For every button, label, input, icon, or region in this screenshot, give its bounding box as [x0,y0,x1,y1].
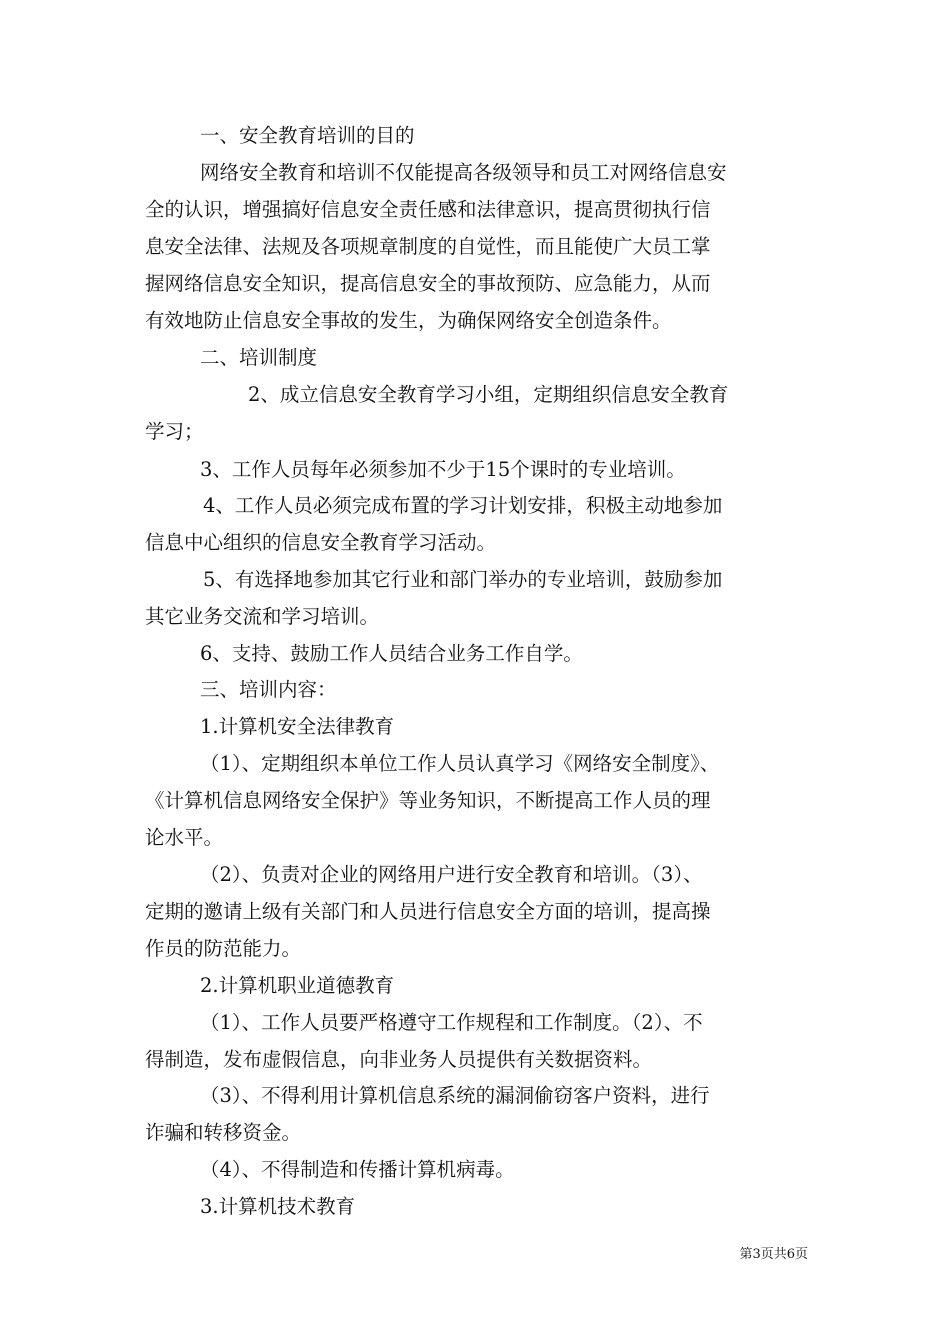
list-item-line: （1）、工作人员要严格遵守工作规程和工作制度。（2）、不 [200,1011,703,1034]
list-item-line: 2、成立信息安全教育学习小组，定期组织信息安全教育 [248,383,729,406]
heading-purpose: 一、安全教育培训的目的 [200,124,415,147]
list-item-line: （1）、定期组织本单位工作人员认真学习《网络安全制度》、 [200,752,720,775]
list-item-line: （2）、负责对企业的网络用户进行安全教育和培训。（3）、 [200,863,703,886]
subheading-ethics-education: 2.计算机职业道德教育 [200,974,395,997]
subheading-legal-education: 1.计算机安全法律教育 [200,715,395,738]
list-item-line: （4）、不得制造和传播计算机病毒。 [200,1158,515,1181]
list-item-line: 6、支持、鼓励工作人员结合业务工作自学。 [200,642,583,665]
paragraph-line: 有效地防止信息安全事故的发生，为确保网络安全创造条件。 [145,309,672,332]
paragraph-line: 网络安全教育和培训不仅能提高各级领导和员工对网络信息安 [200,161,727,184]
subheading-technical-education: 3.计算机技术教育 [200,1195,356,1218]
list-item-line: 诈骗和转移资金。 [145,1121,302,1144]
page-number-footer: 第3页共6页 [739,1247,808,1262]
heading-training-content: 三、培训内容： [200,678,337,701]
list-item-line: 学习； [145,420,204,443]
list-item-line: 3、工作人员每年必须参加不少于15个课时的专业培训。 [200,458,686,481]
list-item-line: 4、工作人员必须完成布置的学习计划安排，积极主动地参加 [203,494,723,517]
paragraph-line: 握网络信息安全知识，提高信息安全的事故预防、应急能力，从而 [145,272,711,295]
list-item-line: （3）、不得利用计算机信息系统的漏洞偷窃客户资料，进行 [200,1084,710,1107]
list-item-line: 定期的邀请上级有关部门和人员进行信息安全方面的培训，提高操 [145,900,711,923]
list-item-line: 5、有选择地参加其它行业和部门举办的专业培训，鼓励参加 [203,568,723,591]
list-item-line: 《计算机信息网络安全保护》等业务知识，不断提高工作人员的理 [145,789,711,812]
paragraph-line: 全的认识，增强搞好信息安全责任感和法律意识，提高贯彻执行信 [145,198,711,221]
list-item-line: 作员的防范能力。 [145,937,302,960]
paragraph-line: 息安全法律、法规及各项规章制度的自觉性，而且能使广大员工掌 [145,235,711,258]
list-item-line: 论水平。 [145,826,224,849]
list-item-line: 得制造，发布虚假信息，向非业务人员提供有关数据资料。 [145,1048,653,1071]
heading-training-system: 二、培训制度 [200,346,318,369]
list-item-line: 信息中心组织的信息安全教育学习活动。 [145,531,497,554]
list-item-line: 其它业务交流和学习培训。 [145,605,380,628]
